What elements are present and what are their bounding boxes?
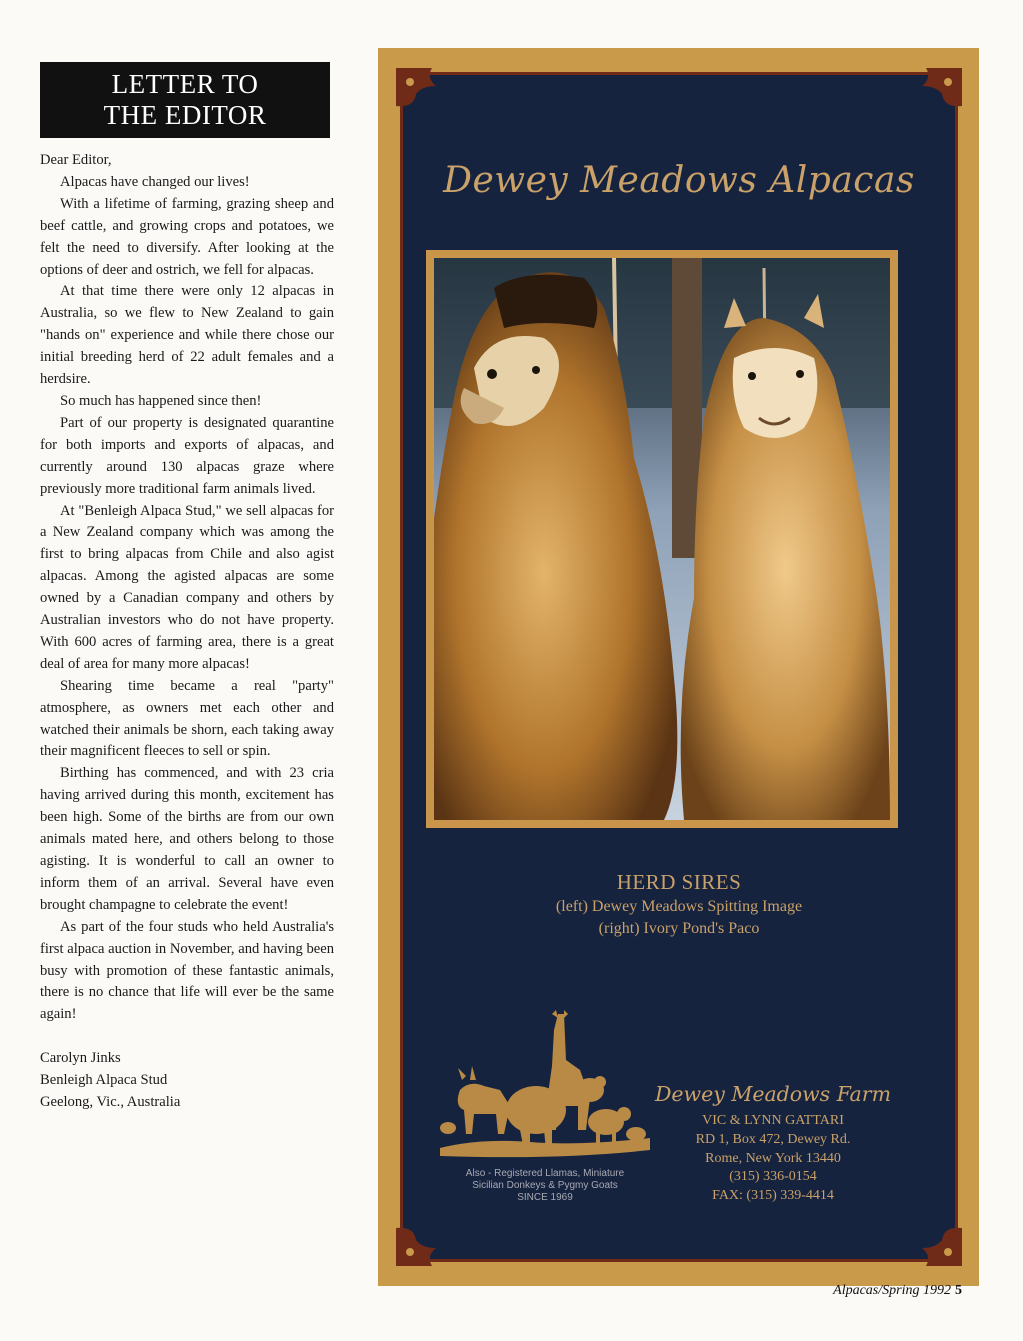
photo-frame [426,250,898,828]
salutation: Dear Editor, [40,152,112,168]
letter-paragraph: At that time there were only 12 alpacas in Australia, so we flew to New Zealand to gain "hands on" experience and while there chose our initial breeding herd of 22 adult females and a herdsire. [40,283,334,388]
publication-info: Alpacas/Spring 1992 [833,1283,951,1298]
letter-paragraph: Birthing has commenced, and with 23 cria having arrived during this month, excitement has been high. Some of the births are from our own animals mated here, and others belong to those agisting. It is wonderful to call an owner to inform them of an arrival. Several have even brought champagne to celebrate the event! [40,765,334,913]
city-state-zip: Rome, New York 13440 [705,1150,841,1166]
letter-paragraph: So much has happened since then! [60,392,262,409]
also-line-2: Sicilian Donkeys & Pygmy Goats [472,1180,618,1191]
corner-ornament-icon [914,64,966,116]
letter-paragraph: As part of the four studs who held Australia's first alpaca auction in November, and having been busy with promotion of these fantastic animals, there is no chance that life will ever be the same again! [40,918,334,1023]
ad-title: Dewey Meadows Alpacas [443,160,915,201]
farm-name: Dewey Meadows Farm [654,1082,892,1106]
caption-right: (right) Ivory Pond's Paco [598,920,760,937]
caption-left: (left) Dewey Meadows Spitting Image [555,898,803,915]
owner-names: VIC & LYNN GATTARI [702,1113,844,1128]
letter-paragraph: With a lifetime of farming, grazing sheep and beef cattle, and growing crops and potatoes, we felt the need to diversify. After looking at the options of deer and ostrich, we fell for alpacas. [40,195,334,278]
signature-name: Carolyn Jinks [40,1050,121,1067]
letter-paragraph: Part of our property is designated quarantine for both imports and exports of alpacas, and currently around 130 alpacas graze where previously more traditional farm animals lived. [40,414,334,497]
banner-line-2: THE EDITOR [103,100,267,130]
signature-org: Benleigh Alpaca Stud [40,1072,168,1089]
farm-contact [648,1082,898,1206]
ad-caption [400,868,958,940]
corner-ornament-icon [392,1218,444,1270]
also-available-note [425,1168,665,1204]
page-number: 5 [955,1283,962,1298]
letter-banner [40,62,330,138]
corner-ornament-icon [914,1218,966,1270]
signature-location: Geelong, Vic., Australia [40,1094,181,1111]
phone-number: (315) 336-0154 [729,1169,817,1185]
page-footer [770,1283,962,1299]
letter-paragraph: Shearing time became a real "party" atmosphere, as owners met each other and watched their animals be shorn, each taking away their magnificent fleeces to sell or spin. [40,677,334,760]
also-line-1: Also - Registered Llamas, Miniature [465,1168,625,1179]
fax-number: FAX: (315) 339-4414 [712,1188,834,1204]
signature-block [40,1048,334,1114]
banner-line-1: LETTER TO [111,69,259,99]
letter-paragraph: Alpacas have changed our lives! [60,173,250,190]
also-line-3: SINCE 1969 [517,1192,573,1203]
farm-animals-illustration [440,1010,650,1158]
alpaca-photo [434,258,890,820]
caption-heading: HERD SIRES [616,870,742,894]
corner-ornament-icon [392,64,444,116]
letter-paragraph: At "Benleigh Alpaca Stud," we sell alpacas for a New Zealand company which was among the first to bring alpacas from Chile and also agist alpacas. Among the agisted alpacas are some owned by a Canadian company and others by Australian investors who do not have property. With 600 acres of farming area, there is a great deal of area for many more alpacas! [40,502,334,672]
letter-body [40,150,334,1114]
street-address: RD 1, Box 472, Dewey Rd. [695,1131,851,1147]
